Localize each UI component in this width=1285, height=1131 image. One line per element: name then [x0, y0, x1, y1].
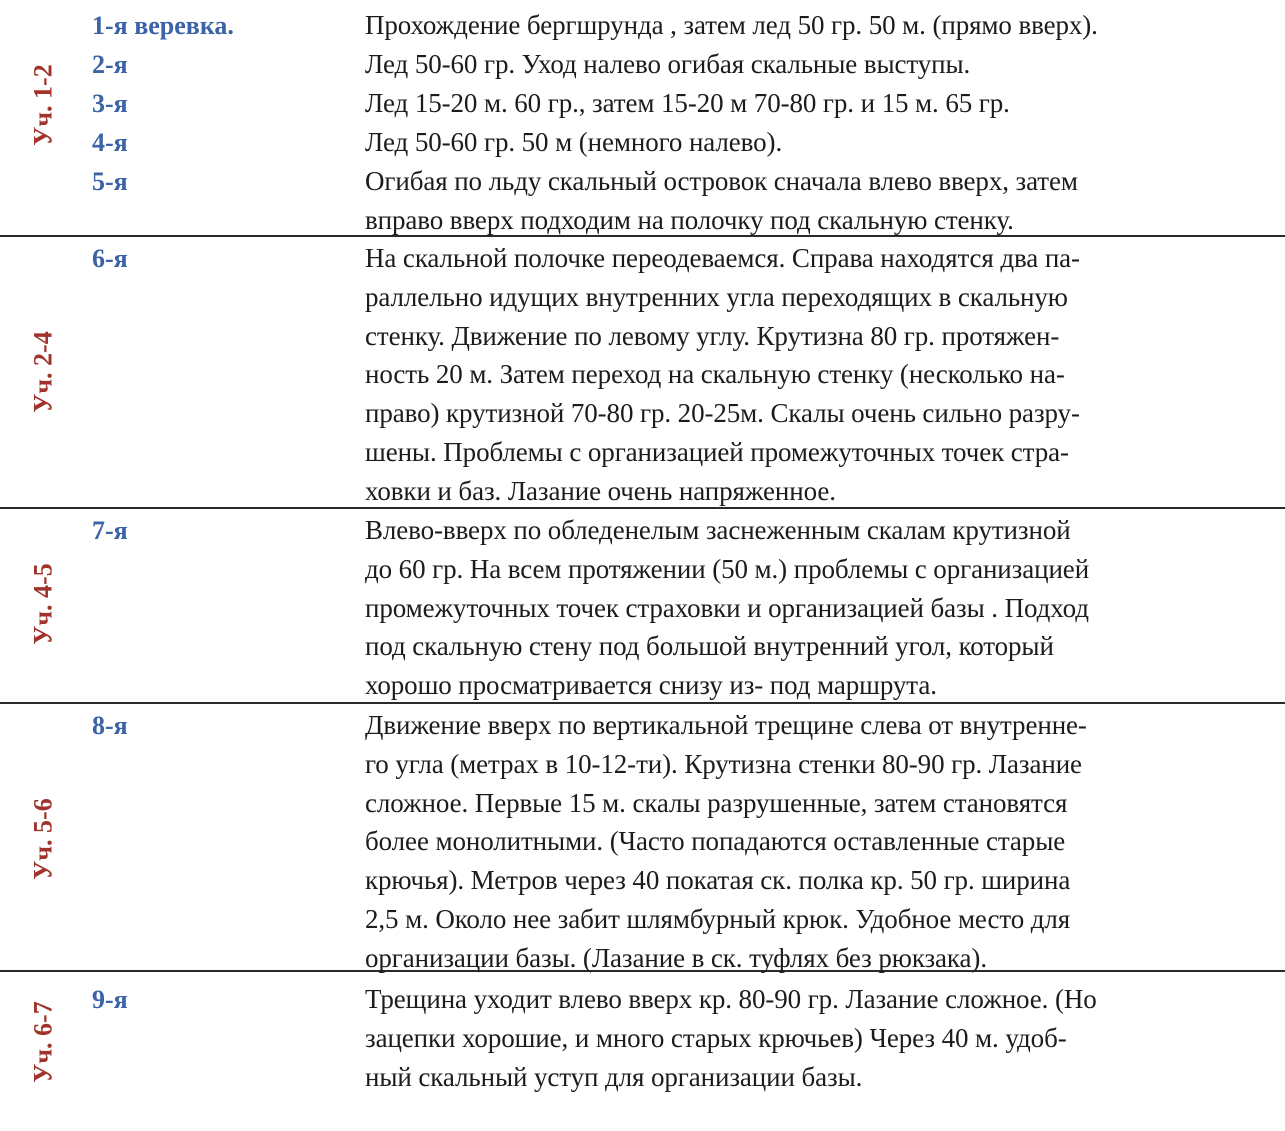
- description-line: Лед 15-20 м. 60 гр., затем 15-20 м 70-80 гр. и 15 м. 65 гр.: [365, 88, 1010, 118]
- description-line: На скальной полочке переодеваемся. Справа находятся два па-: [365, 243, 1080, 273]
- description-line: вправо вверх подходим на полочку под скальную стенку.: [365, 204, 1014, 235]
- description-line: раллельно идущих внутренних угла переходящих в скальную: [365, 281, 1068, 312]
- description-line: Прохождение бергшрунда , затем лед 50 гр. 50 м. (прямо вверх).: [365, 10, 1098, 40]
- description-line: хорошо просматривается снизу из- под маршрута.: [365, 670, 937, 701]
- pitch-description-4: [365, 123, 1283, 162]
- segment-label: [27, 982, 61, 1102]
- pitch-label-1: 1-я веревка.: [92, 11, 234, 40]
- description-line: Огибая по льду скальный островок сначала влево вверх, затем: [365, 166, 1078, 196]
- description-line: Трещина уходит влево вверх кр. 80-90 гр. Лазание сложное. (Но: [365, 984, 1097, 1014]
- description-line: организации базы. (Лазание в ск. туфлях без рюкзака).: [365, 942, 987, 973]
- description-line: Лед 50-60 гр. Уход налево огибая скальные выступы.: [365, 49, 971, 79]
- segment-label-text: Уч. 6-7: [29, 1001, 58, 1083]
- pitch-label-9: 9-я: [92, 985, 128, 1014]
- pitch-description-9: [365, 980, 1283, 1096]
- description-line: Влево-вверх по обледенелым заснеженным скалам крутизной: [365, 515, 1071, 545]
- description-line: до 60 гр. На всем протяжении (50 м.) проблемы с организацией: [365, 553, 1090, 584]
- description-line: сложное. Первые 15 м. скалы разрушенные, затем становятся: [365, 787, 1068, 818]
- description-line: под скальную стену под большой внутренний угол, который: [365, 631, 1054, 662]
- description-line: стенку. Движение по левому углу. Крутизна 80 гр. протяжен-: [365, 320, 1060, 351]
- segment-label-text: Уч. 1-2: [29, 64, 58, 146]
- segment-label-text: Уч. 4-5: [29, 563, 58, 645]
- description-line: ный скальный уступ для организации базы.: [365, 1061, 863, 1092]
- description-line: право) крутизной 70-80 гр. 20-25м. Скалы очень сильно разру-: [365, 398, 1080, 429]
- pitch-label-6: 6-я: [92, 244, 128, 273]
- segment-label-text: Уч. 2-4: [29, 331, 58, 413]
- description-line: зацепки хорошие, и много старых крючьев) Через 40 м. удоб-: [365, 1022, 1067, 1053]
- pitch-label-7: 7-я: [92, 516, 128, 545]
- section-uch-2-4: [0, 237, 1285, 509]
- section-uch-1-2: [0, 0, 1285, 237]
- description-line: промежуточных точек страховки и организацией базы . Подход: [365, 592, 1089, 623]
- description-line: го угла (метрах в 10-12-ти). Крутизна стенки 80-90 гр. Лазание: [365, 748, 1082, 779]
- segment-label-text: Уч. 5-6: [29, 798, 58, 880]
- section-uch-5-6: [0, 704, 1285, 972]
- pitch-description-8: [365, 706, 1283, 978]
- description-line: более монолитными. (Часто попадаются оставленные старые: [365, 826, 1066, 857]
- section-uch-6-7: [0, 972, 1285, 1131]
- section-uch-4-5: [0, 509, 1285, 704]
- pitch-description-5: [365, 162, 1283, 240]
- pitch-description-7: [365, 511, 1283, 705]
- pitch-description-3: [365, 84, 1283, 123]
- segment-label: [27, 534, 61, 674]
- segment-label: [27, 297, 61, 447]
- pitch-label-5: 5-я: [92, 167, 128, 196]
- pitch-description-1: [365, 6, 1283, 45]
- segment-label: [27, 30, 61, 180]
- description-line: крючья). Метров через 40 покатая ск. полка кр. 50 гр. ширина: [365, 865, 1071, 896]
- description-line: Лед 50-60 гр. 50 м (немного налево).: [365, 127, 783, 157]
- pitch-label-2: 2-я: [92, 50, 128, 79]
- description-line: шены. Проблемы с организацией промежуточных точек стра-: [365, 436, 1069, 467]
- description-line: Движение вверх по вертикальной трещине слева от внутренне-: [365, 710, 1087, 740]
- description-line: 2,5 м. Около нее забит шлямбурный крюк. Удобное место для: [365, 903, 1071, 934]
- pitch-label-4: 4-я: [92, 128, 128, 157]
- description-line: ховки и баз. Лазание очень напряженное.: [365, 475, 836, 506]
- pitch-description-6: [365, 239, 1283, 511]
- description-line: ность 20 м. Затем переход на скальную стенку (несколько на-: [365, 359, 1065, 390]
- pitch-description-2: [365, 45, 1283, 84]
- pitch-label-3: 3-я: [92, 89, 128, 118]
- pitch-label-8: 8-я: [92, 711, 128, 740]
- segment-label: [27, 764, 61, 914]
